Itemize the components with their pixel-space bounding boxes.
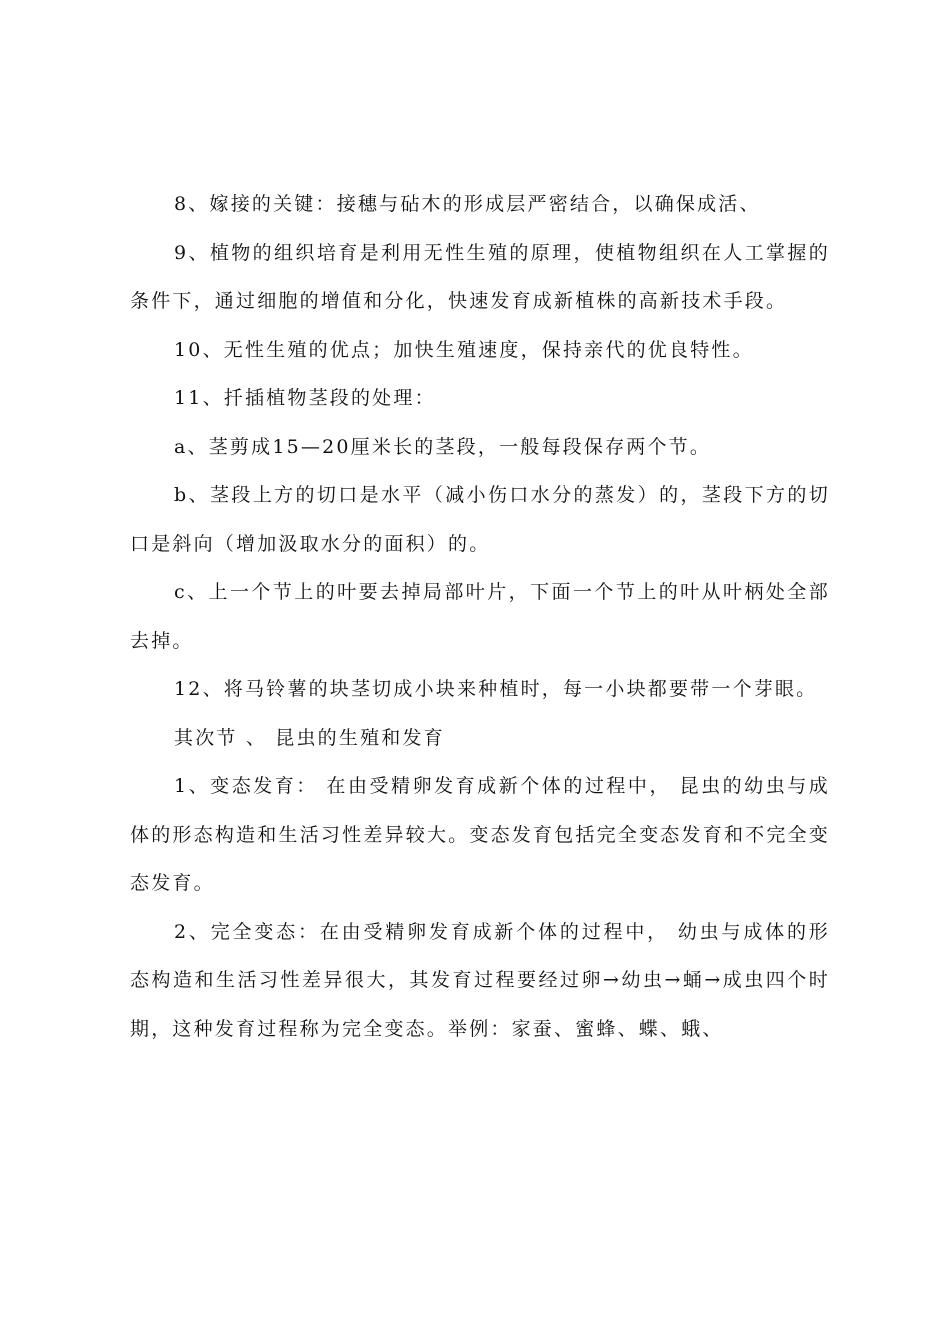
- paragraph-metamorphosis: 1、变态发育： 在由受精卵发育成新个体的过程中， 昆虫的幼虫与成体的形态构造和生活习性差异较大。变态发育包括完全变态发育和不完全变态发育。: [130, 775, 830, 894]
- paragraph-11b: b、茎段上方的切口是水平（减小伤口水分的蒸发）的，茎段下方的切口是斜向（增加汲取水分的面积）的。: [130, 484, 830, 555]
- paragraph-12-potato: 12、将马铃薯的块茎切成小块来种植时，每一小块都要带一个芽眼。: [174, 678, 818, 700]
- paragraph-complete-metamorphosis: 2、完全变态：在由受精卵发育成新个体的过程中， 幼虫与成体的形态构造和生活习性差异很大，其发育过程要经过卵→幼虫→蛹→成虫四个时期，这种发育过程称为完全变态。举例：家蚕、蜜蜂、蝶、蛾、: [130, 920, 830, 1040]
- paragraph-11-cutting-treatment: 11、扦插植物茎段的处理：: [174, 387, 436, 409]
- section-heading: 其次节 、 昆虫的生殖和发育: [174, 726, 445, 749]
- paragraph-11c: c、上一个节上的叶要去掉局部叶片，下面一个节上的叶从叶柄处全部去掉。: [130, 581, 830, 652]
- paragraph-8-grafting: 8、嫁接的关键：接穗与砧木的形成层严密结合，以确保成活、: [174, 193, 761, 215]
- paragraph-9-tissue-culture: 9、植物的组织培育是利用无性生殖的原理，使植物组织在人工掌握的条件下，通过细胞的增值和分化，快速发育成新植株的高新技术手段。: [130, 241, 830, 312]
- paragraph-10-asexual-advantages: 10、无性生殖的优点；加快生殖速度，保持亲代的优良特性。: [174, 338, 754, 361]
- paragraph-11a: a、茎剪成15—20厘米长的茎段，一般每段保存两个节。: [174, 435, 712, 458]
- document-body: [130, 180, 830, 1053]
